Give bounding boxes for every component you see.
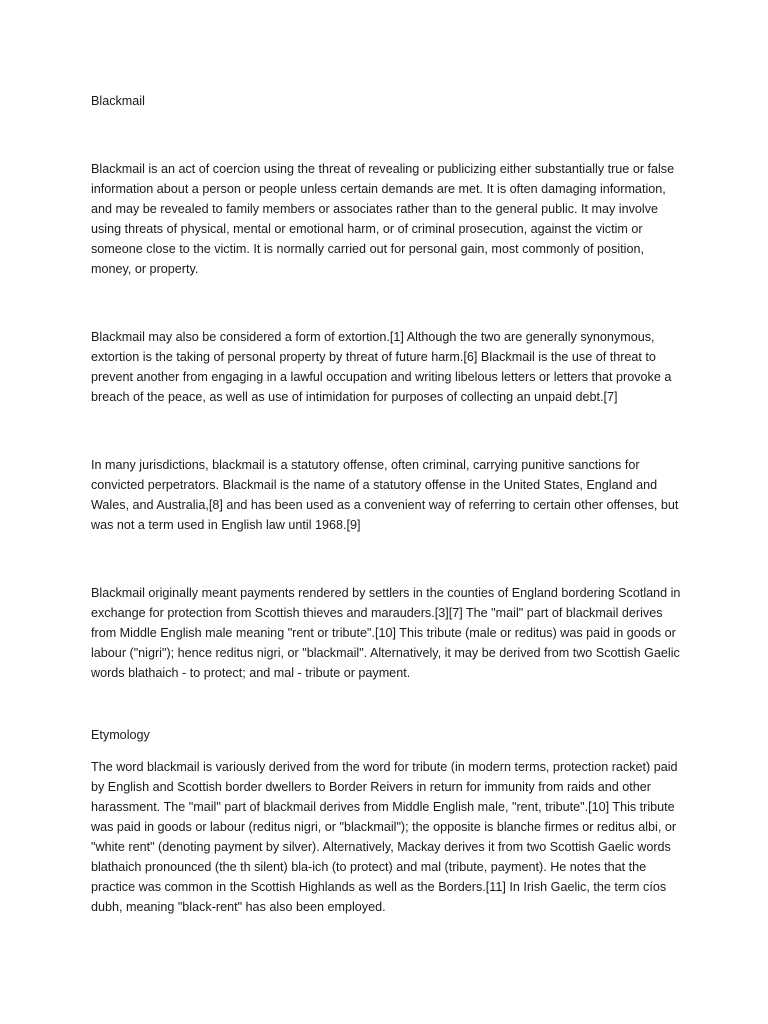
paragraph-definition: Blackmail is an act of coercion using the threat of revealing or publicizing either substantially true or false information about a person or people unless certain demands are met. It is often damaging information, and may be revealed to family members or associates rather than to the general public. It may involve using threats of physical, mental or emotional harm, or of criminal prosecution, against the victim or someone close to the victim. It is normally carried out for personal gain, most commonly of position, money, or property.	[91, 162, 675, 276]
document-title: Blackmail	[91, 94, 145, 108]
paragraph-etymology: The word blackmail is variously derived from the word for tribute (in modern terms, protection racket) paid by English and Scottish border dwellers to Border Reivers in return for immunity from raids and other harassment. The "mail" part of blackmail derives from Middle English male, "rent, tribute".[10] This tribute was paid in goods or labour (reditus nigri, or "blackmail"); the opposite is blanche firmes or reditus albi, or "white rent" (denoting payment by silver). Alternatively, Mackay derives it from two Scottish Gaelic words blathaich pronounced (the th silent) bla-ich (to protect) and mal (tribute, payment). He notes that the practice was common in the Scottish Highlands as well as the Borders.[11] In Irish Gaelic, the term cíos dubh, meaning "black-rent" has also been employed.	[91, 760, 678, 914]
etymology-heading: Etymology	[91, 728, 150, 742]
paragraph-jurisdictions: In many jurisdictions, blackmail is a statutory offense, often criminal, carrying punitive sanctions for convicted perpetrators. Blackmail is the name of a statutory offense in the United States, England and Wales, and Australia,[8] and has been used as a convenient way of referring to certain other offenses, but was not a term used in English law until 1968.[9]	[91, 458, 679, 532]
paragraph-extortion: Blackmail may also be considered a form of extortion.[1] Although the two are generally synonymous, extortion is the taking of personal property by threat of future harm.[6] Blackmail is the use of threat to prevent another from engaging in a lawful occupation and writing libelous letters or letters that provoke a breach of the peace, as well as use of intimidation for purposes of collecting an unpaid debt.[7]	[91, 330, 672, 404]
document-page	[91, 91, 681, 917]
paragraph-origin: Blackmail originally meant payments rendered by settlers in the counties of England bordering Scotland in exchange for protection from Scottish thieves and marauders.[3][7] The "mail" part of blackmail derives from Middle English male meaning "rent or tribute".[10] This tribute (male or reditus) was paid in goods or labour ("nigri"); hence reditus nigri, or "blackmail". Alternatively, it may be derived from two Scottish Gaelic words blathaich - to protect; and mal - tribute or payment.	[91, 586, 681, 680]
